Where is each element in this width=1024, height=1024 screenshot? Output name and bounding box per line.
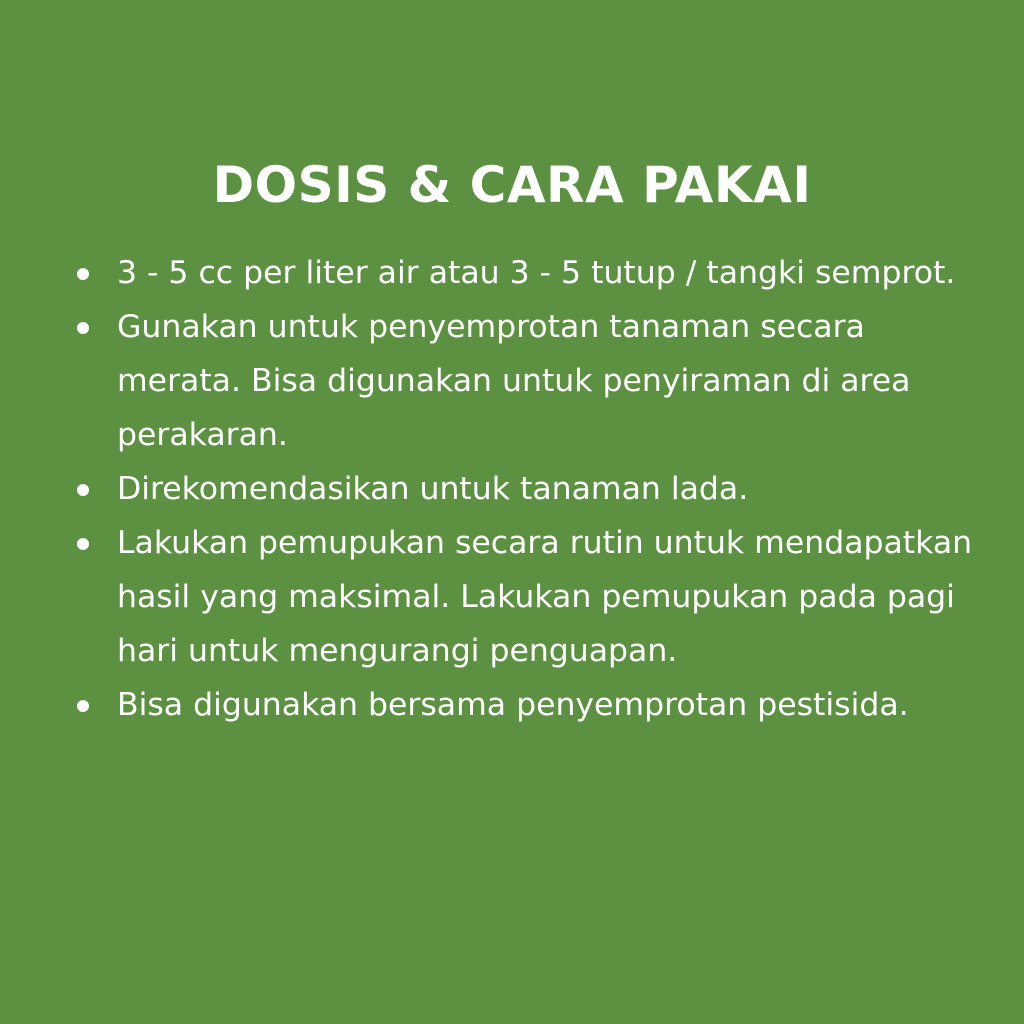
bullet-dot-icon <box>77 484 89 496</box>
list-item <box>70 678 990 732</box>
bullet-dot-icon <box>77 322 89 334</box>
list-item <box>70 300 990 462</box>
instruction-list <box>70 246 990 732</box>
list-item-text: Bisa digunakan bersama penyemprotan pestisida. <box>117 687 909 723</box>
list-item-text: Direkomendasikan untuk tanaman lada. <box>117 471 749 507</box>
list-item-text: Lakukan pemupukan secara rutin untuk mendapatkan hasil yang maksimal. Lakukan pemupukan pada pagi hari untuk mengurangi penguapan. <box>117 525 973 669</box>
list-item <box>70 462 990 516</box>
list-item <box>70 516 990 678</box>
card-title: DOSIS & CARA PAKAI <box>212 156 812 214</box>
bullet-dot-icon <box>77 268 89 280</box>
list-item-text: Gunakan untuk penyemprotan tanaman secara merata. Bisa digunakan untuk penyiraman di area perakaran. <box>117 309 911 453</box>
bullet-dot-icon <box>77 700 89 712</box>
list-item-text: 3 - 5 cc per liter air atau 3 - 5 tutup / tangki semprot. <box>117 255 956 291</box>
bullet-dot-icon <box>77 538 89 550</box>
list-item <box>70 246 990 300</box>
